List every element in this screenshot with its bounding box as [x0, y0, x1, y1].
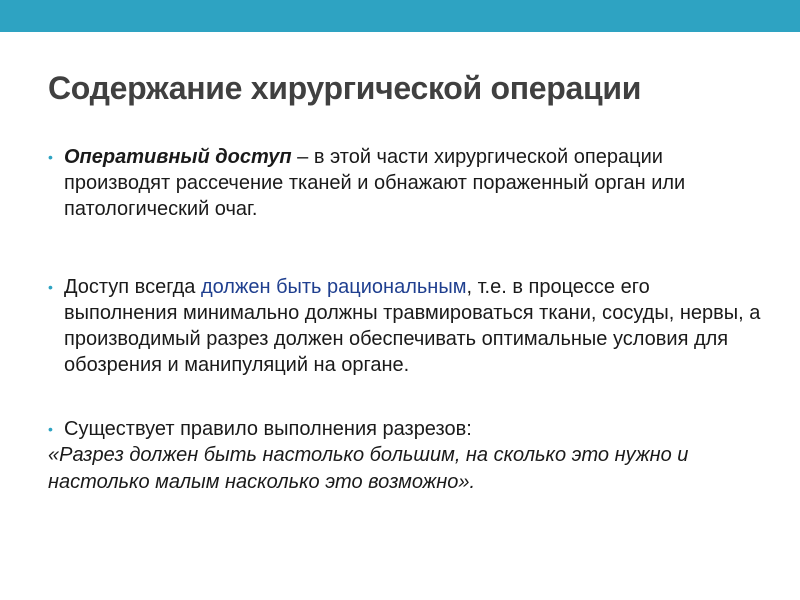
bullet-text-before: Доступ всегда — [64, 276, 201, 298]
slide-title: Содержание хирургической операции — [48, 70, 642, 106]
bullet-highlight: должен быть рациональным — [200, 276, 467, 298]
bullet-item-rational-access — [48, 274, 768, 378]
top-accent-bar — [0, 0, 800, 32]
bullet-text-after: , т.е. в процессе его выполнения минимально должны травмироваться ткани, сосуды, нервы, а производимый разрез должен обеспечивать оптимальные условия для обозрения и манипуляций на органе. — [64, 276, 761, 376]
bullet-marker: • — [48, 279, 53, 295]
incision-rule-quote: «Разрез должен быть настолько большим, на сколько это нужно и настолько малым насколько это возможно». — [48, 444, 689, 493]
bullet-text: – в этой части хирургической операции производят рассечение тканей и обнажают пораженный орган или патологический очаг. — [64, 146, 686, 220]
bullet-term: Оперативный доступ — [64, 146, 292, 168]
bullet-marker: • — [48, 421, 53, 437]
slide-content — [48, 144, 768, 496]
bullet-item-incision-rule — [48, 416, 768, 442]
bullet-item-access-definition — [48, 144, 768, 222]
bullet-marker: • — [48, 149, 53, 165]
bullet-text: Существует правило выполнения разрезов: — [64, 418, 472, 440]
